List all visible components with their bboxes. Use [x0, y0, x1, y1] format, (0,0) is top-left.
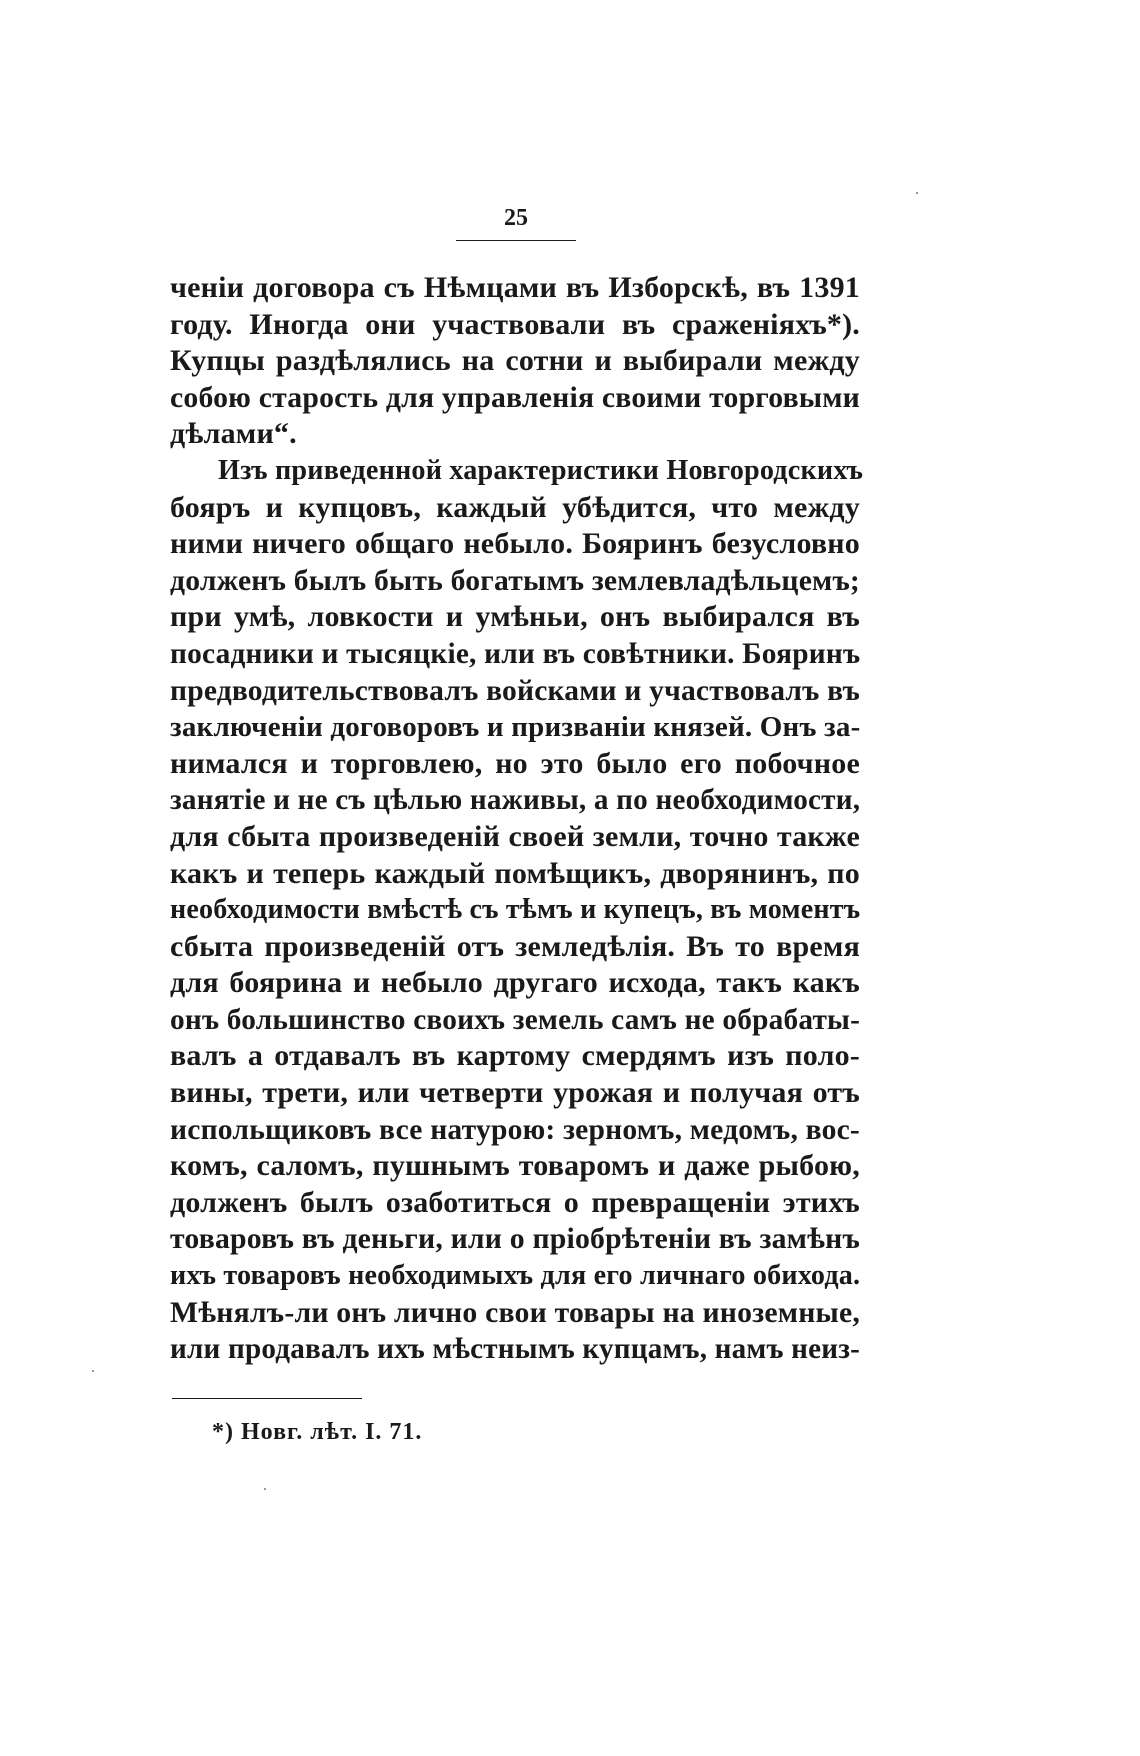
page-number: 25: [504, 205, 528, 231]
text-line: валъ а отдавалъ въ картому смердямъ изъ поло-: [170, 1039, 860, 1073]
text-line: ченiи договора съ Нѣмцами въ Изборскѣ, въ 1391: [170, 271, 860, 304]
text-line: для боярина и небыло другаго исхода, такъ какъ: [170, 966, 860, 1000]
text-line: Мѣнялъ-ли онъ лично свои товары на иноземные,: [170, 1295, 860, 1329]
text-line: собою старость для управленiя своими торговыми: [170, 381, 860, 414]
text-line: какъ и теперь каждый помѣщикъ, дворянинъ, по: [170, 856, 860, 890]
paper-speck: [916, 192, 918, 194]
text-line: нимался и торговлею, но это было его побочное: [170, 746, 860, 780]
text-line: или продавалъ ихъ мѣстнымъ купцамъ, намъ неиз-: [170, 1333, 860, 1366]
text-line: бояръ и купцовъ, каждый убѣдится, что между: [170, 490, 860, 524]
paper-speck: [264, 1488, 266, 1490]
text-line: комъ, саломъ, пушнымъ товаромъ и даже рыбою,: [170, 1149, 860, 1183]
text-line: товаровъ въ деньги, или о прiобрѣтенiи въ замѣнъ: [170, 1223, 860, 1256]
text-line: году. Иногда они участвовали въ сраженiяхъ*).: [170, 307, 860, 341]
text-line: предводительствовалъ войсками и участвовалъ въ: [170, 674, 860, 707]
text-line: сбыта произведенiй отъ земледѣлiя. Въ то время: [170, 929, 860, 963]
text-line: для сбыта произведенiй своей земли, точно также: [170, 819, 860, 853]
text-line: дѣлами“.: [170, 417, 297, 451]
text-line: заключенiи договоровъ и призванiи князей. Онъ за-: [170, 711, 861, 744]
footnote: *) Новг. лѣт. I. 71.: [212, 1419, 423, 1445]
text-line: необходимости вмѣстѣ съ тѣмъ и купецъ, въ моментъ: [170, 894, 861, 926]
text-line: испольщиковъ все натурою: зерномъ, медомъ, вос-: [170, 1113, 860, 1146]
text-line: занятiе и не съ цѣлью наживы, а по необходимости,: [170, 784, 861, 817]
text-line: ихъ товаровъ необходимыхъ для его личнаго обихода.: [170, 1260, 861, 1292]
paragraph-start-line: Изъ приведенной характеристики Новгородскихъ: [218, 454, 864, 486]
text-line: долженъ былъ озаботиться о превращенiи этихъ: [170, 1185, 860, 1219]
text-line: ними ничего общаго небыло. Бояринъ безусловно: [170, 527, 860, 561]
header-rule: [456, 240, 576, 241]
text-line: Купцы раздѣлялись на сотни и выбирали между: [170, 344, 860, 378]
text-line: онъ большинство своихъ земель самъ не обрабаты-: [170, 1003, 861, 1036]
text-line: посадники и тысяцкiе, или въ совѣтники. Бояринъ: [170, 637, 861, 670]
paper-speck: [92, 1370, 94, 1372]
text-line: при умѣ, ловкости и умѣньи, онъ выбирался въ: [170, 600, 860, 634]
text-line: вины, трети, или четверти урожая и получая отъ: [170, 1076, 860, 1110]
body-text: [170, 270, 864, 1368]
footnote-rule: [172, 1398, 362, 1399]
text-line: долженъ былъ быть богатымъ землевладѣльцемъ;: [170, 564, 860, 597]
